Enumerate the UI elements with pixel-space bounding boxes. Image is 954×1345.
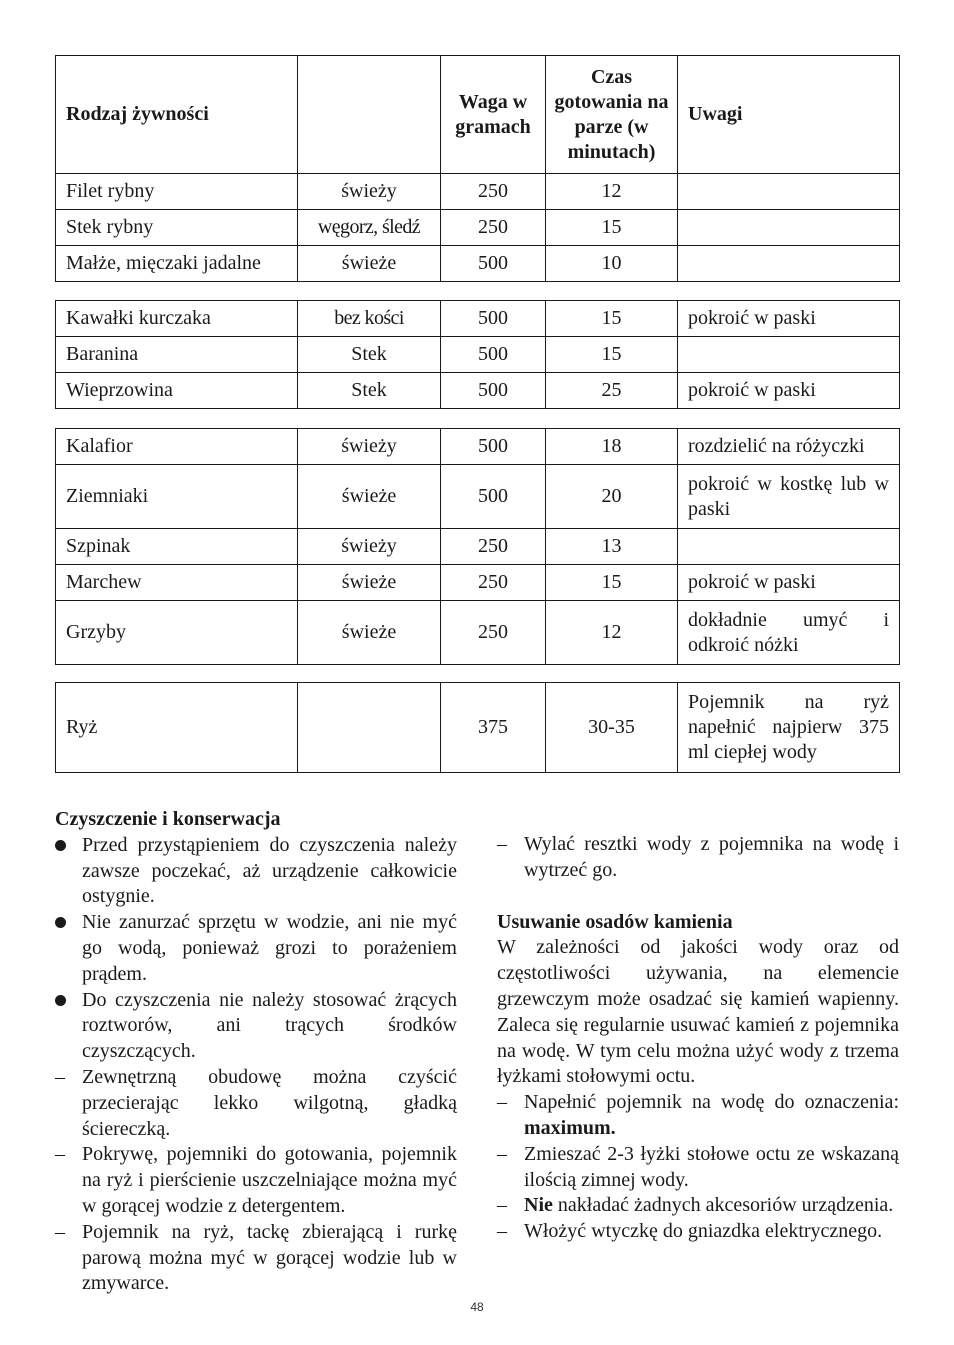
- table-row: [56, 601, 900, 665]
- cleaning-heading: Czyszczenie i konserwacja: [55, 808, 281, 830]
- header-notes: Uwagi: [678, 56, 900, 174]
- food-name: Grzyby: [56, 601, 298, 665]
- dash-marker: –: [497, 1220, 507, 1243]
- food-note: [678, 337, 900, 373]
- list-item: [55, 1220, 457, 1297]
- food-weight: 500: [441, 373, 546, 409]
- food-name: Kalafior: [56, 429, 298, 465]
- food-time: 15: [546, 565, 678, 601]
- food-time: 13: [546, 529, 678, 565]
- header-blank: [298, 56, 441, 174]
- food-weight: 500: [441, 246, 546, 282]
- dash-marker: –: [497, 1142, 507, 1165]
- bullet-icon: [55, 833, 77, 859]
- list-item: [497, 832, 899, 884]
- food-note: dokładnie umyć i odkroić nóżki: [678, 601, 900, 665]
- food-weight: 250: [441, 210, 546, 246]
- table-row: [56, 337, 900, 373]
- table-row: [56, 373, 900, 409]
- food-variant: węgorz, śledź: [298, 210, 441, 246]
- food-name: Szpinak: [56, 529, 298, 565]
- dash-marker: –: [497, 1194, 507, 1217]
- food-time: 20: [546, 465, 678, 529]
- right-column: [497, 832, 899, 1245]
- food-note: [678, 529, 900, 565]
- food-weight: 375: [441, 683, 546, 773]
- food-weight: 500: [441, 429, 546, 465]
- food-variant: świeży: [298, 529, 441, 565]
- food-time: 25: [546, 373, 678, 409]
- table-row: [56, 465, 900, 529]
- food-variant: świeże: [298, 601, 441, 665]
- cleaning-dash-text: Pokrywę, pojemniki do gotowania, pojemnik na ryż i pierścienie uszczelniające można myć w gorącej wodzie z detergentem.: [82, 1143, 457, 1217]
- cleaning-bullet-text: Przed przystąpieniem do czyszczenia należy zawsze poczekać, aż urządzenie całkowicie ostygnie.: [82, 833, 457, 908]
- food-variant: [298, 683, 441, 773]
- food-variant: świeży: [298, 174, 441, 210]
- food-weight: 250: [441, 174, 546, 210]
- header-weight: Waga w gramach: [441, 56, 546, 174]
- food-name: Baranina: [56, 337, 298, 373]
- cooking-table-vegetables: [55, 428, 900, 665]
- cooking-table-fish: [55, 55, 900, 282]
- list-item: [55, 833, 457, 910]
- food-name: Ziemniaki: [56, 465, 298, 529]
- food-note: pokroić w paski: [678, 301, 900, 337]
- descaling-step-emphasis: Nie: [524, 1194, 553, 1217]
- food-note: rozdzielić na różyczki: [678, 429, 900, 465]
- food-note: pokroić w paski: [678, 565, 900, 601]
- cleaning-dash-text: Pojemnik na ryż, tackę zbierającą i rurkę parową można myć w gorącej wodzie lub w zmywarce.: [82, 1220, 457, 1295]
- food-time: 12: [546, 174, 678, 210]
- food-weight: 250: [441, 529, 546, 565]
- cleaning-section: [55, 807, 457, 1297]
- food-weight: 250: [441, 601, 546, 665]
- list-item: [497, 1142, 899, 1194]
- food-variant: świeże: [298, 565, 441, 601]
- page-number: 48: [470, 1300, 484, 1314]
- food-time: 15: [546, 337, 678, 373]
- cleaning-bullet-text: Do czyszczenia nie należy stosować żrących roztworów, ani trących środków czyszczących.: [82, 988, 457, 1063]
- food-note: [678, 246, 900, 282]
- cleaning-dash-text: Wylać resztki wody z pojemnika na wodę i wytrzeć go.: [524, 833, 899, 881]
- food-name: Ryż: [56, 683, 298, 773]
- header-food-type: Rodzaj żywności: [56, 56, 298, 174]
- descaling-step-emphasis: maximum.: [524, 1116, 616, 1139]
- food-name: Małże, mięczaki jadalne: [56, 246, 298, 282]
- list-item: [55, 1065, 457, 1142]
- cooking-table-rice: [55, 682, 900, 773]
- list-item: [497, 1193, 899, 1219]
- food-note: [678, 174, 900, 210]
- table-header-row: [56, 56, 900, 174]
- dash-marker: –: [497, 1091, 507, 1114]
- list-item: [497, 1090, 899, 1142]
- list-item: [55, 988, 457, 1065]
- dash-marker: –: [497, 833, 507, 855]
- descaling-step-text: Napełnić pojemnik na wodę do oznaczenia:: [524, 1091, 899, 1114]
- food-name: Stek rybny: [56, 210, 298, 246]
- food-weight: 500: [441, 301, 546, 337]
- descaling-step-text: nakładać żadnych akcesoriów urządzenia.: [557, 1194, 894, 1217]
- food-note: Pojemnik na ryż napełnić najpierw 375 ml ciepłej wody: [678, 683, 900, 773]
- descaling-intro: W zależności od jakości wody oraz od częstotliwości używania, na elemencie grzewczym może osadzać się kamień wapienny. Zaleca się regularnie usuwać kamień z pojemnika na wodę. W tym celu można użyć wody z trzema łyżkami stołowymi octu.: [497, 936, 899, 1088]
- food-variant: Stek: [298, 373, 441, 409]
- dash-marker: –: [55, 1065, 65, 1088]
- table-row: [56, 210, 900, 246]
- table-row: [56, 246, 900, 282]
- food-name: Kawałki kurczaka: [56, 301, 298, 337]
- food-variant: bez kości: [298, 301, 441, 337]
- descaling-step-text: Zmieszać 2-3 łyżki stołowe octu ze wskazaną ilością zimnej wody.: [524, 1142, 899, 1191]
- header-steam-time: Czas gotowania na parze (w minutach): [546, 56, 678, 174]
- food-note: pokroić w paski: [678, 373, 900, 409]
- food-variant: świeże: [298, 465, 441, 529]
- food-time: 15: [546, 301, 678, 337]
- food-note: pokroić w kostkę lub w paski: [678, 465, 900, 529]
- food-weight: 250: [441, 565, 546, 601]
- table-row: [56, 683, 900, 773]
- list-item: [55, 910, 457, 987]
- descaling-step-text: Włożyć wtyczkę do gniazdka elektrycznego.: [524, 1220, 883, 1243]
- food-time: 15: [546, 210, 678, 246]
- table-row: [56, 529, 900, 565]
- food-weight: 500: [441, 465, 546, 529]
- table-row: [56, 174, 900, 210]
- food-time: 30-35: [546, 683, 678, 773]
- food-name: Marchew: [56, 565, 298, 601]
- cleaning-bullet-text: Nie zanurzać sprzętu w wodzie, ani nie myć go wodą, ponieważ grozi to porażeniem prądem.: [82, 911, 457, 985]
- food-variant: Stek: [298, 337, 441, 373]
- food-variant: świeży: [298, 429, 441, 465]
- food-weight: 500: [441, 337, 546, 373]
- cooking-table-meat: [55, 300, 900, 409]
- descaling-heading: Usuwanie osadów kamienia: [497, 910, 733, 933]
- table-row: [56, 429, 900, 465]
- list-item: [55, 1142, 457, 1219]
- table-row: [56, 565, 900, 601]
- food-time: 10: [546, 246, 678, 282]
- cleaning-dash-text: Zewnętrzną obudowę można czyścić przecierając lekko wilgotną, gładką ściereczką.: [82, 1065, 457, 1140]
- bullet-icon: [55, 988, 77, 1014]
- dash-marker: –: [55, 1143, 65, 1166]
- food-variant: świeże: [298, 246, 441, 282]
- bullet-icon: [55, 910, 77, 936]
- food-name: Filet rybny: [56, 174, 298, 210]
- table-row: [56, 301, 900, 337]
- food-note: [678, 210, 900, 246]
- food-time: 18: [546, 429, 678, 465]
- dash-marker: –: [55, 1220, 65, 1243]
- food-name: Wieprzowina: [56, 373, 298, 409]
- list-item: [497, 1219, 899, 1245]
- food-time: 12: [546, 601, 678, 665]
